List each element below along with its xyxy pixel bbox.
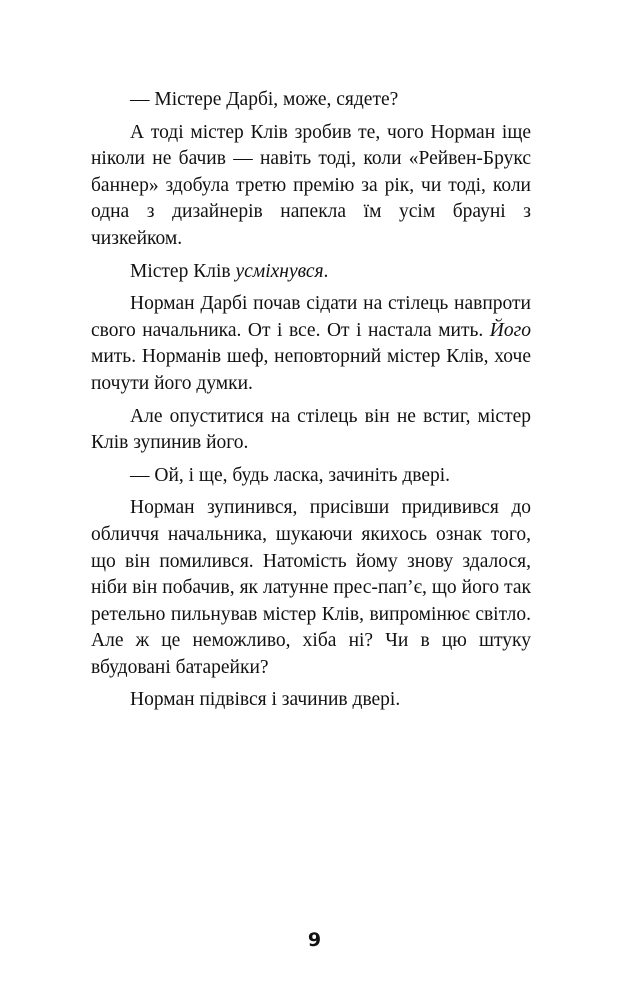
paragraph-5: [91, 404, 531, 457]
italic-text-run: Його: [489, 319, 531, 341]
text-run: А тоді містер Клів зробив те, чого Норман іще ніколи не бачив — навіть тоді, коли «Рейвен-Брукс баннер» здобула третю премію за рік, чи тоді, коли одна з дизайнерів напекла їм усім брауні з чизкейком.: [91, 121, 531, 249]
text-run: — Ой, і ще, будь ласка, зачиніть двері.: [130, 464, 451, 486]
paragraph-7: [91, 495, 531, 681]
paragraph-6: [91, 463, 531, 490]
text-run: мить. Норманів шеф, неповторний містер Клів, хоче почути його думки.: [91, 346, 531, 394]
text-run: Містер Клів: [130, 260, 236, 282]
text-run: .: [323, 260, 329, 282]
paragraph-3: [91, 259, 531, 286]
page-body-text: [91, 87, 531, 714]
paragraph-2: [91, 120, 531, 253]
text-run: Норман Дарбі почав сідати на стілець навпроти свого начальника. От і все. От і настала мить.: [91, 293, 531, 341]
text-run: — Містере Дарбі, може, сядете?: [130, 89, 399, 110]
paragraph-4: [91, 291, 531, 397]
text-run: Норман підвівся і зачинив двері.: [130, 689, 401, 711]
paragraph-1: [91, 87, 531, 114]
italic-text-run: усміхнувся: [235, 260, 324, 282]
paragraph-8: [91, 687, 531, 714]
text-run: Але опуститися на стілець він не встиг, містер Клів зупинив його.: [91, 405, 531, 454]
text-run: Норман зупинився, присівши придивився до обличчя начальника, шукаючи якихось ознак того, що він помилився. Натомість йому знову здалося, ніби він побачив, як латунне прес-пап’є, що його так ретельно пильнував містер Клів, випромінює світло. Але ж це неможливо, хіба ні? Чи в цю штуку вбудовані батарейки?: [91, 497, 531, 678]
page-number: 9: [307, 929, 322, 951]
